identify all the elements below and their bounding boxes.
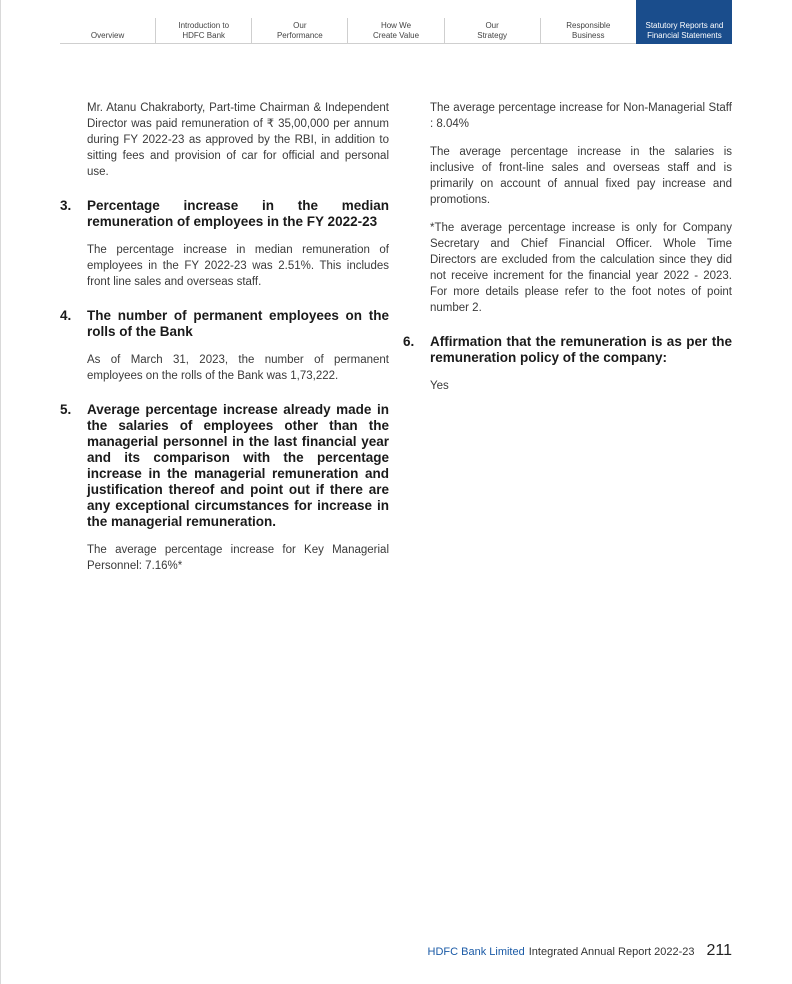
item-4-body: As of March 31, 2023, the number of permanent employees on the rolls of the Bank was 1,73,222. [87, 354, 389, 382]
footer-brand: HDFC Bank Limited [427, 946, 525, 958]
item-5-body: The average percentage increase for Key Managerial Personnel: 7.16%* [87, 544, 389, 572]
non-managerial-increase-paragraph: The average percentage increase for Non-Managerial Staff : 8.04% [430, 102, 732, 130]
item-3-body: The percentage increase in median remuneration of employees in the FY 2022-23 was 2.51%. This includes front line sales and overseas staff. [87, 244, 389, 288]
right-column [403, 100, 732, 394]
item-4-number: 4. [60, 308, 72, 323]
item-3-number: 3. [60, 198, 72, 213]
item-5-heading [60, 402, 389, 530]
item-6-heading [403, 334, 732, 366]
item-4-title: The number of permanent employees on the rolls of the Bank [87, 308, 389, 339]
tab-responsible-business[interactable]: Responsible Business [540, 18, 636, 44]
active-tab-strip [636, 0, 732, 18]
page-edge-rule [0, 0, 1, 984]
item-6-body: Yes [430, 380, 449, 392]
tab-overview[interactable]: Overview [60, 18, 155, 44]
page-number: 211 [706, 942, 732, 959]
page-footer [428, 942, 732, 960]
item-4-heading [60, 308, 389, 340]
tab-our-strategy[interactable]: Our Strategy [444, 18, 540, 44]
tab-our-performance[interactable]: Our Performance [251, 18, 347, 44]
chairman-remuneration-paragraph: Mr. Atanu Chakraborty, Part-time Chairman & Independent Director was paid remuneration of ₹ 35,00,000 per annum during FY 2022-23 as approved by the RBI, in addition to sitting fees and provision of car for official and personal use. [87, 102, 389, 178]
tab-introduction-to-hdfc-bank[interactable]: Introduction to HDFC Bank [155, 18, 251, 44]
tab-how-we-create-value[interactable]: How We Create Value [347, 18, 443, 44]
footnote-paragraph: *The average percentage increase is only for Company Secretary and Chief Financial Officer. Whole Time Directors are excluded from the calculation since they did not receive increment for the financial year 2022 - 2023. For more details please refer to the foot notes of point number 2. [430, 222, 732, 314]
item-5-number: 5. [60, 402, 72, 417]
item-5-title: Average percentage increase already made in the salaries of employees other than the managerial personnel in the last financial year and its comparison with the percentage increase in the managerial remuneration and justification thereof and point out if there are any exceptional circumstances for increase in the managerial remuneration. [87, 402, 389, 529]
tab-statutory-reports[interactable]: Statutory Reports and Financial Statements [636, 18, 732, 44]
footer-report-title: Integrated Annual Report 2022-23 [528, 946, 695, 958]
item-6-title: Affirmation that the remuneration is as per the remuneration policy of the company: [430, 334, 732, 365]
item-6-number: 6. [403, 334, 415, 349]
section-navigation [60, 18, 732, 44]
salary-increase-explanation: The average percentage increase in the salaries is inclusive of front-line sales and overseas staff and is primarily on account of annual fixed pay increase and promotions. [430, 146, 732, 206]
item-3-title: Percentage increase in the median remuneration of employees in the FY 2022-23 [87, 198, 389, 229]
left-column [60, 100, 389, 574]
item-3-heading [60, 198, 389, 230]
